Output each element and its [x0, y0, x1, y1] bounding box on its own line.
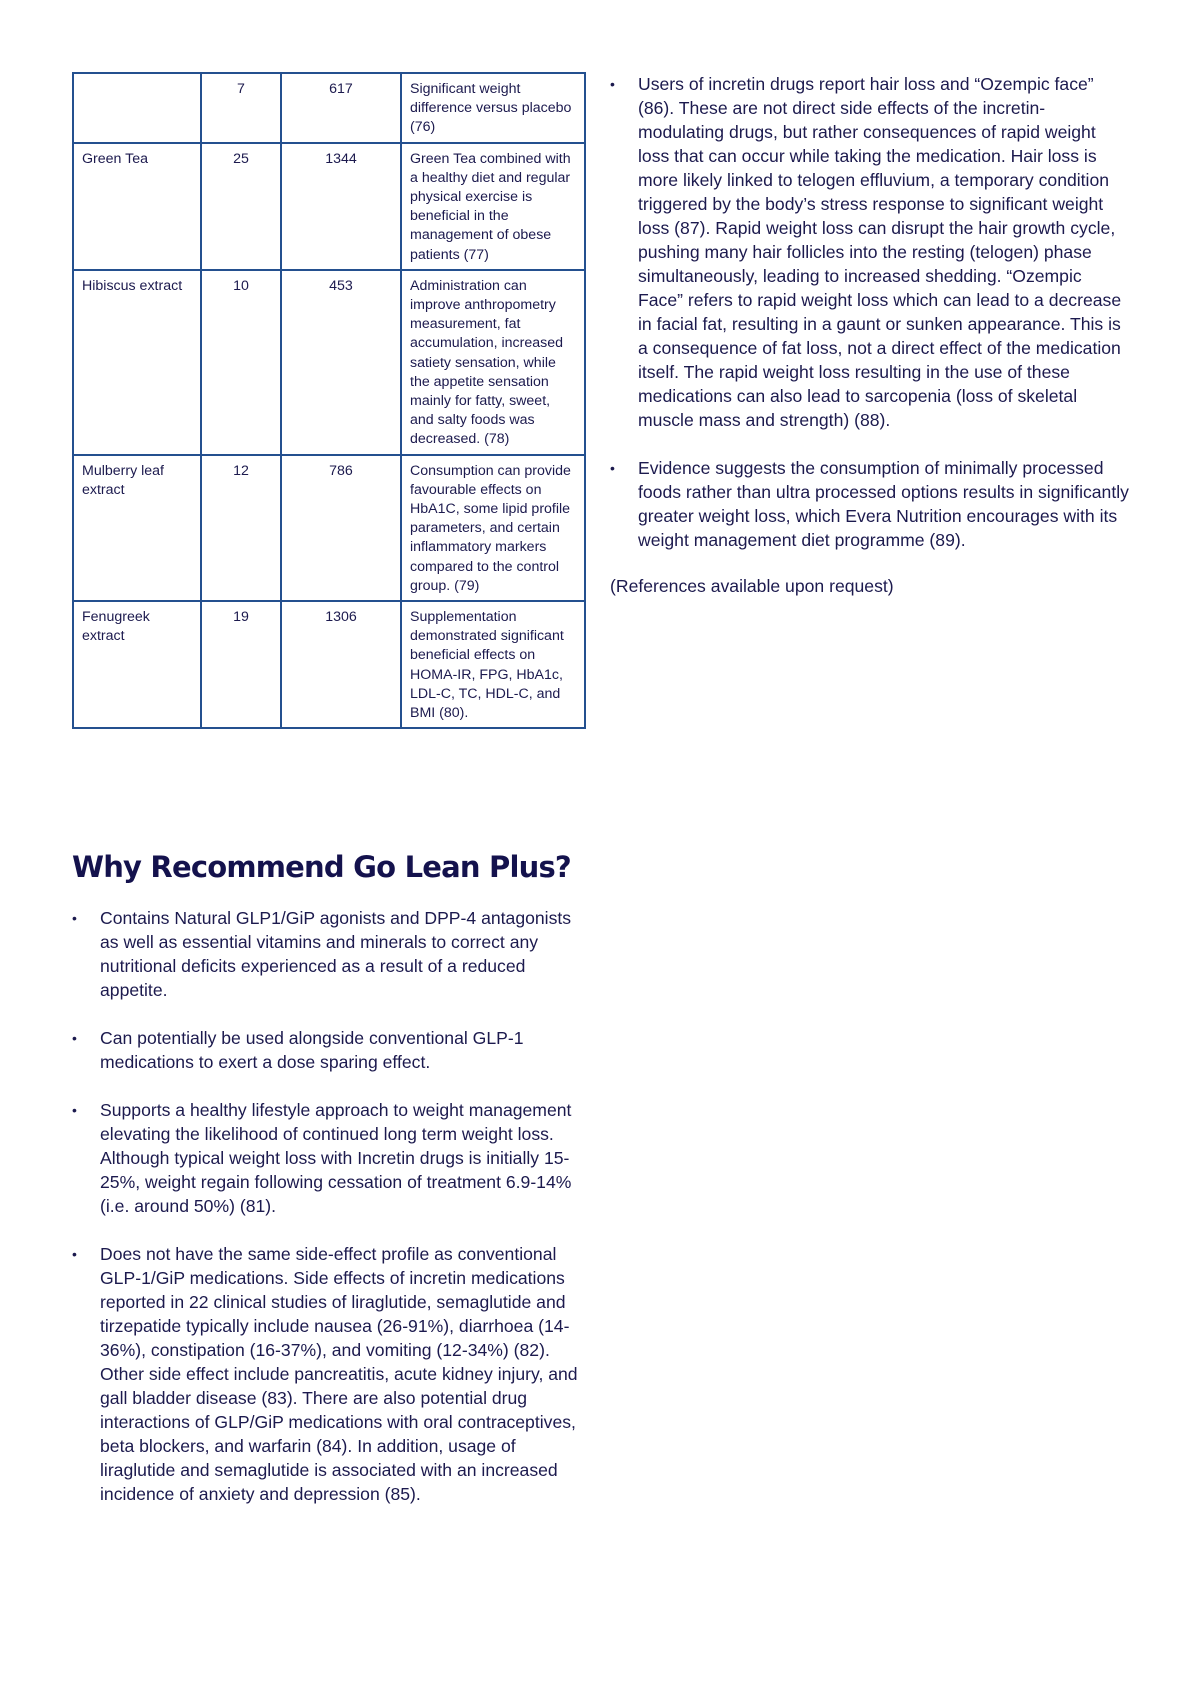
side-effects-bullet-list	[610, 72, 1130, 552]
bullet-icon: •	[72, 910, 77, 926]
list-item	[610, 456, 1130, 552]
ingredient-evidence-table	[72, 72, 586, 729]
studies-cell: 7	[201, 73, 281, 143]
list-item	[72, 906, 592, 1002]
list-item-text: Does not have the same side-effect profile as conventional GLP-1/GiP medications. Side effects of incretin medications reported in 22 clinical studies of liraglutide, semaglutide and tirzepatide typically include nausea (26-91%), diarrhoea (14-36%), constipation (16-37%), and vomiting (12-34%) (82). Other side effect include pancreatitis, acute kidney injury, and gall bladder disease (83). There are also potential drug interactions of GLP/GiP medications with oral contraceptives, beta blockers, and warfarin (84). In addition, usage of liraglutide and semaglutide is associated with an increased incidence of anxiety and depression (85).	[100, 1244, 578, 1504]
finding-cell: Green Tea combined with a healthy diet and regular physical exercise is beneficial in the management of obese patients (77)	[401, 143, 585, 270]
bullet-icon: •	[610, 76, 615, 92]
list-item-text: Contains Natural GLP1/GiP agonists and DPP-4 antagonists as well as essential vitamins and minerals to correct any nutritional deficits experienced as a result of a reduced appetite.	[100, 908, 572, 1000]
table-row	[73, 455, 585, 601]
participants-cell: 786	[281, 455, 401, 601]
finding-cell: Consumption can provide favourable effects on HbA1C, some lipid profile parameters, and certain inflammatory markers compared to the control group. (79)	[401, 455, 585, 601]
ingredient-cell	[73, 73, 201, 143]
section-heading: Why Recommend Go Lean Plus?	[72, 850, 571, 884]
participants-cell: 1344	[281, 143, 401, 270]
list-item	[72, 1026, 592, 1074]
ingredient-cell: Mulberry leaf extract	[73, 455, 201, 601]
list-item-text: Evidence suggests the consumption of minimally processed foods rather than ultra processed options results in significantly greater weight loss, which Evera Nutrition encourages with its weight management diet programme (89).	[638, 458, 1129, 550]
list-item-text: Supports a healthy lifestyle approach to weight management elevating the likelihood of continued long term weight loss. Although typical weight loss with Incretin drugs is initially 15-25%, weight regain following cessation of treatment 6.9-14% (i.e. around 50%) (81).	[100, 1100, 572, 1216]
left-bullet-list-container	[72, 906, 592, 1530]
list-item	[610, 72, 1130, 432]
participants-cell: 617	[281, 73, 401, 143]
studies-cell: 12	[201, 455, 281, 601]
participants-cell: 453	[281, 270, 401, 455]
bullet-icon: •	[610, 460, 615, 476]
list-item	[72, 1242, 592, 1506]
participants-cell: 1306	[281, 601, 401, 728]
finding-cell: Administration can improve anthropometry measurement, fat accumulation, increased satiety sensation, while the appetite sensation mainly for fatty, sweet, and salty foods was decreased. (78)	[401, 270, 585, 455]
table-row	[73, 73, 585, 143]
finding-cell: Significant weight difference versus placebo (76)	[401, 73, 585, 143]
references-note: (References available upon request)	[610, 576, 894, 596]
ingredient-cell: Hibiscus extract	[73, 270, 201, 455]
table-row	[73, 143, 585, 270]
list-item	[72, 1098, 592, 1218]
bullet-icon: •	[72, 1102, 77, 1118]
finding-cell: Supplementation demonstrated significant beneficial effects on HOMA-IR, FPG, HbA1c, LDL-C, TC, HDL-C, and BMI (80).	[401, 601, 585, 728]
table-row	[73, 270, 585, 455]
bullet-icon: •	[72, 1246, 77, 1262]
ingredient-cell: Green Tea	[73, 143, 201, 270]
studies-cell: 25	[201, 143, 281, 270]
left-column	[72, 72, 584, 729]
list-item-text: Can potentially be used alongside conventional GLP-1 medications to exert a dose sparing effect.	[100, 1028, 524, 1072]
list-item-text: Users of incretin drugs report hair loss and “Ozempic face” (86). These are not direct side effects of the incretin-modulating drugs, but rather consequences of rapid weight loss that can occur while taking the medication. Hair loss is more likely linked to telogen effluvium, a temporary condition triggered by the body’s stress response to significant weight loss (87). Rapid weight loss can disrupt the hair growth cycle, pushing many hair follicles into the resting (telogen) phase simultaneously, leading to increased shedding. “Ozempic Face” refers to rapid weight loss which can lead to a decrease in facial fat, resulting in a gaunt or sunken appearance. This is a consequence of fat loss, not a direct effect of the medication itself. The rapid weight loss resulting in the use of these medications can also lead to sarcopenia (loss of skeletal muscle mass and strength) (88).	[638, 74, 1122, 430]
bullet-icon: •	[72, 1030, 77, 1046]
table-row	[73, 601, 585, 728]
right-column	[610, 72, 1130, 598]
benefits-bullet-list	[72, 906, 592, 1506]
studies-cell: 10	[201, 270, 281, 455]
studies-cell: 19	[201, 601, 281, 728]
ingredient-cell: Fenugreek extract	[73, 601, 201, 728]
